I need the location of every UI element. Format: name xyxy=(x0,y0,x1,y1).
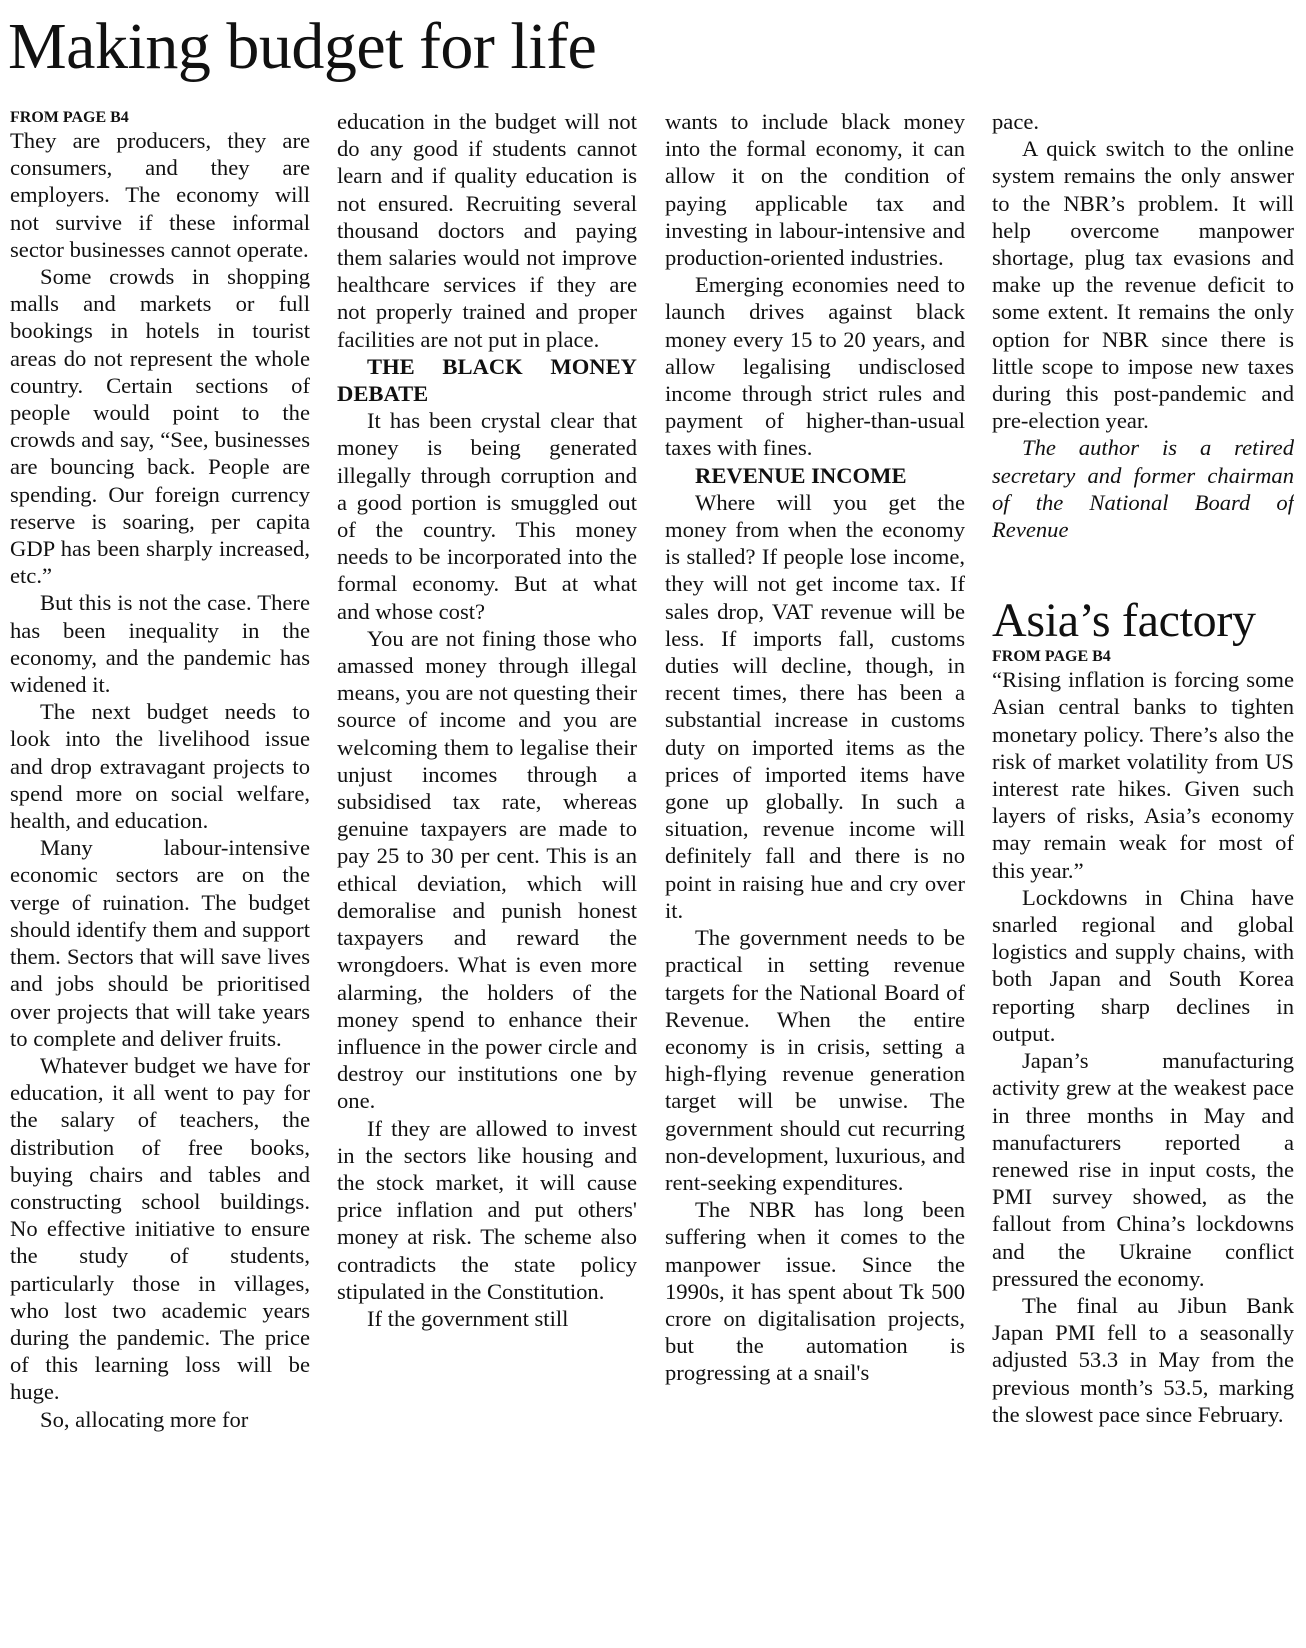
paragraph: They are producers, they are consumers, and they are employers. The economy will not survive if these informal sector businesses cannot operate. xyxy=(10,128,310,262)
column-2 xyxy=(337,108,637,1640)
story2-headline: Asia’s factory xyxy=(992,594,1256,648)
subhead: REVENUE INCOME xyxy=(695,462,907,488)
paragraph: You are not fining those who amassed money through illegal means, you are not questing their source of income and you are welcoming them to legalise their unjust incomes through a subsidised tax rate, whereas genuine taxpayers are made to pay 25 to 30 per cent. This is an ethical deviation, which will demoralise and punish honest taxpayers and reward the wrongdoers. What is even more alarming, the holders of the money spend to enhance their influence in the power circle and destroy our institutions one by one. xyxy=(337,625,637,1114)
paragraph: It has been crystal clear that money is being generated illegally through corruption and a good portion is smuggled out of the country. This money needs to be incorporated into the formal economy. But at what and whose cost? xyxy=(337,408,637,624)
paragraph: If they are allowed to invest in the sectors like housing and the stock market, it will cause price inflation and put others' money at risk. The scheme also contradicts the state policy stipulated in the Constitution. xyxy=(337,1115,637,1304)
paragraph: Lockdowns in China have snarled regional and global logistics and supply chains, with both Japan and South Korea reporting sharp declines in output. xyxy=(992,884,1294,1046)
paragraph: wants to include black money into the formal economy, it can allow it on the condition of paying applicable tax and investing in labour-intensive and production-oriented industries. xyxy=(665,109,965,271)
paragraph: The final au Jibun Bank Japan PMI fell to a seasonally adjusted 53.3 in May from the previous month’s 53.5, marking the slowest pace since February. xyxy=(992,1292,1294,1427)
paragraph: So, allocating more for xyxy=(40,1406,249,1432)
paragraph: Some crowds in shopping malls and markets or full bookings in hotels in tourist areas do not represent the whole country. Certain sections of people would point to the crowds and say, “See, businesses are bouncing back. People are spending. Our foreign currency reserve is soaring, per capita GDP has been sharply increased, etc.” xyxy=(10,264,310,589)
paragraph: Whatever budget we have for education, it all went to pay for the salary of teachers, the distribution of free books, buying chairs and tables and constructing school buildings. No effective initiative to ensure the study of students, particularly those in villages, who lost two academic years during the pandemic. The price of this learning loss will be huge. xyxy=(10,1052,310,1405)
headline: Making budget for life xyxy=(8,10,597,83)
paragraph: If the government still xyxy=(367,1305,569,1331)
paragraph: But this is not the case. There has been inequality in the economy, and the pandemic has widened it. xyxy=(10,590,310,698)
paragraph: pace. xyxy=(992,109,1040,134)
paragraph: Emerging economies need to launch drives against black money every 15 to 20 years, and allow legalising undisclosed income through strict rules and payment of higher-than-usual taxes with fines. xyxy=(665,272,965,461)
column-3 xyxy=(665,108,965,1640)
story2-kicker: FROM PAGE B4 xyxy=(992,648,1111,666)
column-4 xyxy=(992,108,1294,1640)
paragraph: Japan’s manufacturing activity grew at the weakest pace in three months in May and manufacturers reported a renewed rise in input costs, the PMI survey showed, as the fallout from China’s lockdowns and the Ukraine conflict pressured the economy. xyxy=(992,1048,1294,1291)
paragraph: The NBR has long been suffering when it comes to the manpower issue. Since the 1990s, it has spent about Tk 500 crore on digitalisation projects, but the automation is progressing at a snail's xyxy=(665,1197,965,1386)
paragraph: A quick switch to the online system remains the only answer to the NBR’s problem. It will help overcome manpower shortage, plug tax evasions and make up the revenue deficit to some extent. It remains the only option for NBR since there is little scope to impose new taxes during this post-pandemic and pre-election year. xyxy=(992,136,1294,434)
paragraph: Where will you get the money from when the economy is stalled? If people lose income, they will not get income tax. If sales drop, VAT revenue will be less. If imports fall, customs duties will decline, though, in recent times, there has been a substantial increase in customs duty on imported items as the prices of imported items have gone up globally. In such a situation, revenue income will definitely fall and there is no point in raising hue and cry over it. xyxy=(665,489,965,923)
column-1 xyxy=(10,108,310,1640)
paragraph: “Rising inflation is forcing some Asian central banks to tighten monetary policy. There’s also the risk of market volatility from US interest rate hikes. Given such layers of risks, Asia’s economy may remain weak for most of this year.” xyxy=(992,667,1294,883)
kicker: FROM PAGE B4 xyxy=(10,109,129,126)
paragraph: The government needs to be practical in setting revenue targets for the National Board of Revenue. When the entire economy is in crisis, setting a high-flying revenue generation target will be unwise. The government should cut recurring non-development, luxurious, and rent-seeking expenditures. xyxy=(665,925,965,1195)
subhead: THE BLACK MONEY DEBATE xyxy=(337,353,637,407)
paragraph: The next budget needs to look into the livelihood issue and drop extravagant projects to spend more on social welfare, health, and education. xyxy=(10,699,310,834)
paragraph: education in the budget will not do any good if students cannot learn and if quality education is not ensured. Recruiting several thousand doctors and paying them salaries would not improve healthcare services if they are not properly trained and proper facilities are not put in place. xyxy=(337,109,637,352)
author-byline: The author is a retired secretary and former chairman of the National Board of Revenue xyxy=(992,435,1294,543)
paragraph: Many labour-intensive economic sectors are on the verge of ruination. The budget should identify them and support them. Sectors that will save lives and jobs should be prioritised over projects that will take years to complete and deliver fruits. xyxy=(10,835,310,1051)
